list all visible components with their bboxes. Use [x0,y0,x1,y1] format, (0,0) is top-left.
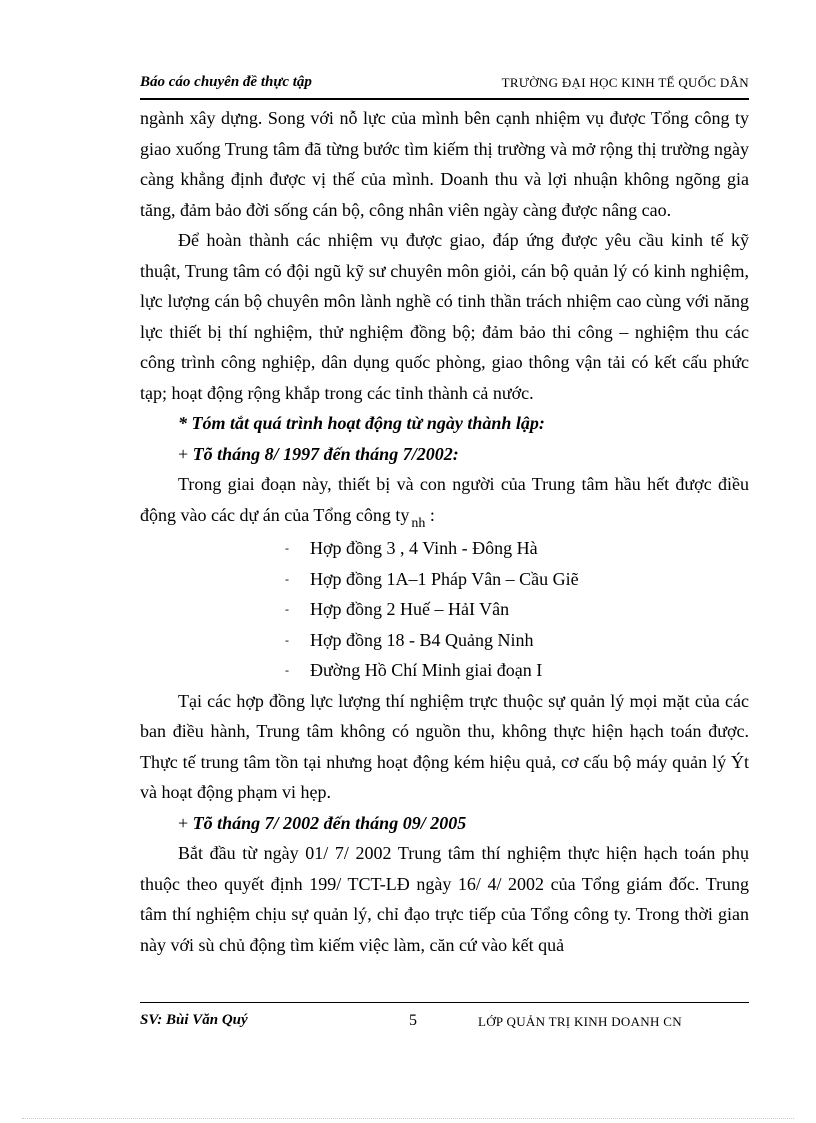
paragraph-5: Bắt đầu từ ngày 01/ 7/ 2002 Trung tâm thí nghiệm thực hiện hạch toán phụ thuộc theo quyết định 199/ TCT-LĐ ngày 16/ 4/ 2002 của Tổng giám đốc. Trung tâm thí nghiệm chịu sự quản lý, chỉ đạo trực tiếp của Tổng công ty. Trong thời gian này với sù chủ động tìm kiếm việc làm, căn cứ vào kết quả [140,843,749,955]
paragraph-3-end: : [425,504,435,525]
list-item-text: Hợp đồng 18 - B4 Quảng Ninh [310,629,534,650]
list-item-text: Hợp đồng 3 , 4 Vinh - Đông Hà [310,538,538,558]
paragraph-3 [140,469,749,533]
section-heading-summary: * Tóm tắt quá trình hoạt động từ ngày thành lập: [178,413,545,433]
list-dash: - [285,541,289,555]
page-header [140,70,749,100]
paragraph-2: Để hoàn thành các nhiệm vụ được giao, đáp ứng được yêu cầu kinh tế kỹ thuật, Trung tâm có đội ngũ kỹ sư chuyên môn giỏi, cán bộ quản lý có kinh nghiệm, lực lượng cán bộ chuyên môn lành nghề có tinh thần trách nhiệm cao cùng với năng lực thiết bị thí nghiệm, thử nghiệm đồng bộ; đảm bảo thi công – nghiệm thu các công trình công nghiệp, dân dụng quốc phòng, giao thông vận tải có kết cấu phức tạp; hoạt động rộng khắp trong các tỉnh thành cả nước. [140,230,749,403]
heading-period-2-text: Tõ tháng 7/ 2002 đến tháng 09/ 2005 [192,812,467,833]
list-dash: - [285,663,289,677]
page-bottom-divider [22,1118,794,1119]
list-item [140,655,749,686]
heading-period-1-text: Tõ tháng 8/ 1997 đến tháng 7/2002: [192,443,459,464]
heading-plus-sign: + [178,812,193,833]
list-item-text: Hợp đồng 1A–1 Pháp Vân – Cầu Giẽ [310,568,579,589]
section-heading-period-1 [140,439,749,470]
paragraph-3-text: Trong giai đoạn này, thiết bị và con người của Trung tâm hầu hết được điều động vào các dự án của Tổng công ty [140,474,749,525]
heading-plus-sign: + [178,443,193,464]
page-number: 5 [409,1012,417,1029]
list-item [140,625,749,656]
paragraph-4: Tại các hợp đồng lực lượng thí nghiệm trực thuộc sự quản lý mọi mặt của các ban điều hành, Trung tâm không có nguồn thu, không thực hiện hạch toán được. Thực tế trung tâm tồn tại nhưng hoạt động kém hiệu quả, cơ cấu bộ máy quản lý Ýt và hoạt động phạm vi hẹp. [140,690,749,802]
list-item [140,533,749,564]
footer-student-name: SV: Bùi Văn Quý [140,1012,248,1028]
footer-class-name: LỚP QUẢN TRỊ KINH DOANH CN [478,1014,682,1029]
list-dash: - [285,602,289,616]
header-university-name: TRƯỜNG ĐẠI HỌC KINH TẾ QUỐC DÂN [501,75,749,90]
body-text [140,103,749,960]
paragraph-3-subscript: nh [411,515,426,531]
header-report-title: Báo cáo chuyên đề thực tập [140,74,312,90]
list-item-text: Hợp đồng 2 Huế – HảI Vân [310,599,510,619]
list-item [140,594,749,625]
list-item-text: Đường Hồ Chí Minh giai đoạn I [310,660,543,680]
paragraph-1: ngành xây dựng. Song với nỗ lực của mình bên cạnh nhiệm vụ được Tổng công ty giao xuống Trung tâm đã từng bước tìm kiếm thị trường và mở rộng thị trường ngày càng khẳng định được vị thế của mình. Doanh thu và lợi nhuận không ngõng gia tăng, đảm bảo đời sống cán bộ, công nhân viên ngày càng được nâng cao. [140,108,749,220]
page-footer [140,1002,749,1033]
list-dash: - [285,571,289,586]
list-item [140,564,749,595]
section-heading-period-2 [140,808,749,839]
contract-list [140,533,749,686]
list-dash: - [285,632,289,647]
